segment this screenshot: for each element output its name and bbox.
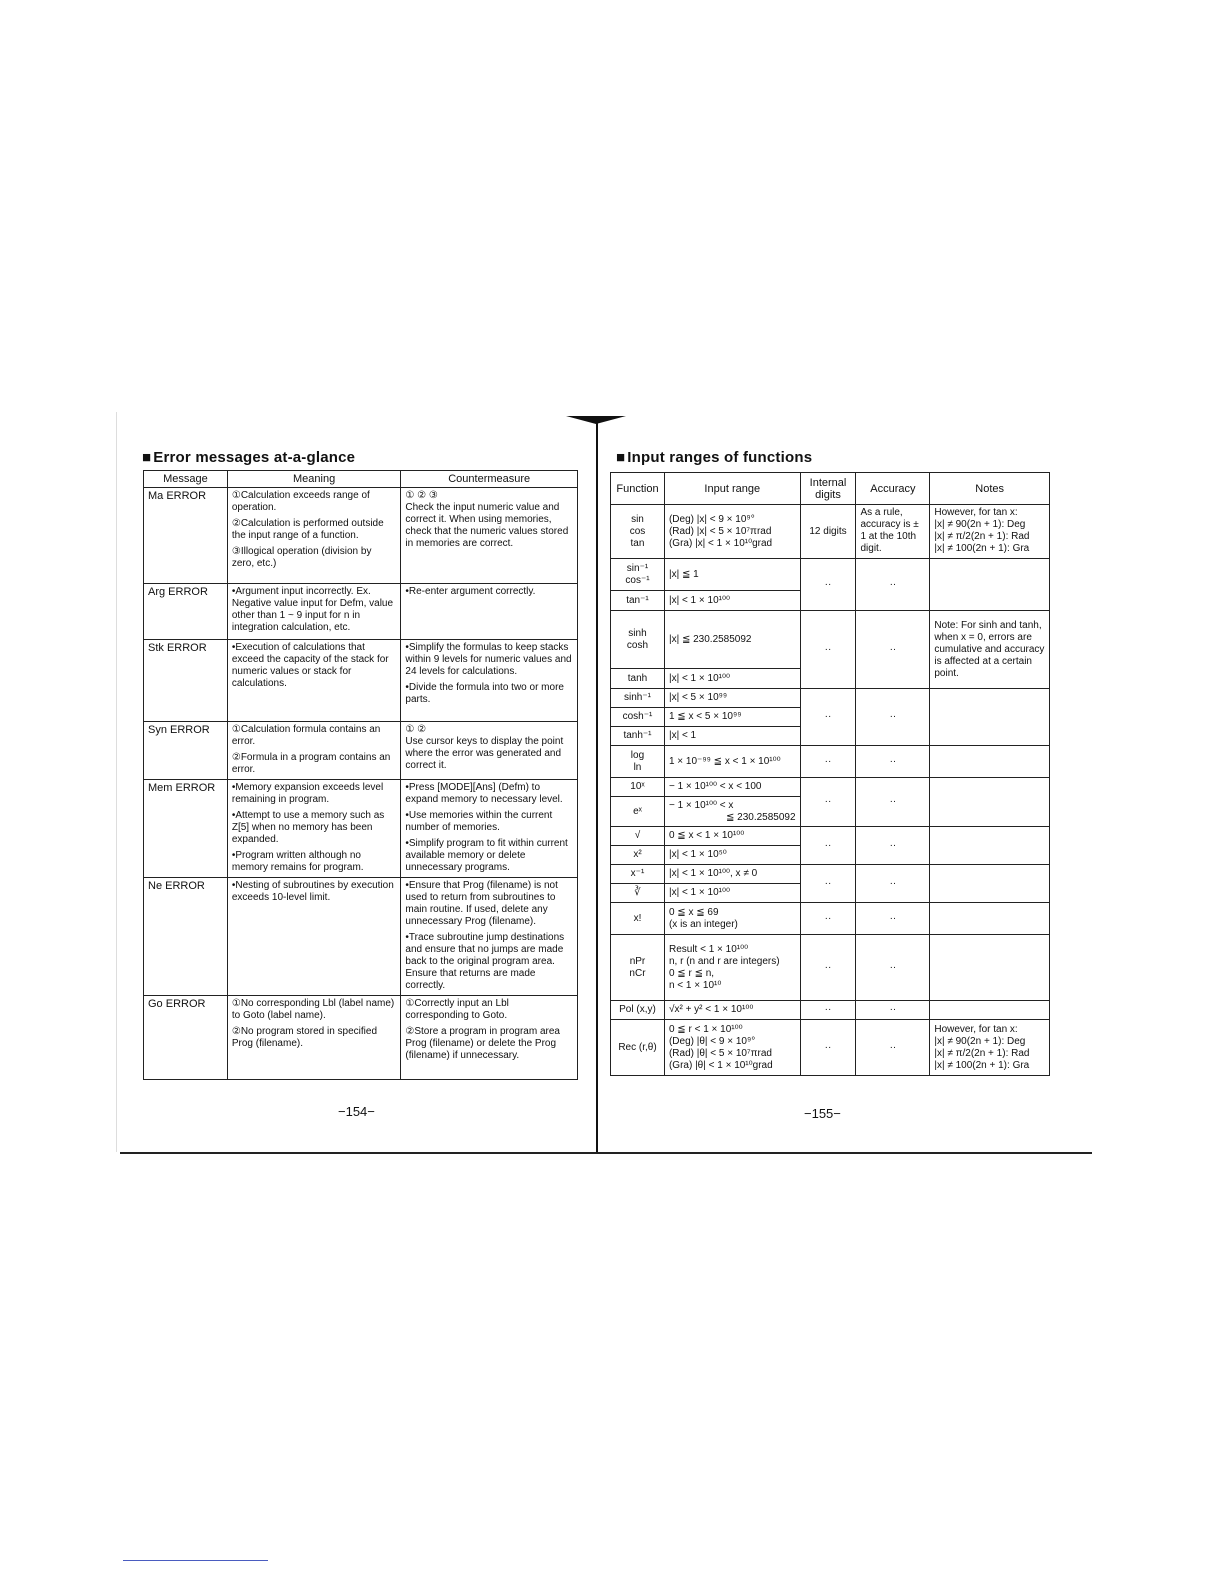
heading-marker: ■: [142, 449, 152, 466]
counter-item: ①Correctly input an Lbl corresponding to Goto.: [405, 998, 509, 1021]
input-range: |x| < 1: [664, 727, 800, 746]
function-name: sinh cosh: [611, 611, 665, 669]
error-countermeasure: [401, 640, 578, 722]
note-line: |x| ≠ π/2(2n + 1): Rad: [934, 531, 1030, 542]
table-row: [611, 1001, 1050, 1020]
note-line: |x| ≠ 90(2n + 1): Deg: [934, 519, 1026, 530]
input-range: [664, 797, 800, 827]
meaning-item: •Memory expansion exceeds level remaining in program.: [231, 782, 384, 805]
accuracy: ··: [856, 746, 930, 778]
notes: [930, 935, 1050, 1001]
error-countermeasure: [401, 584, 578, 640]
accuracy: ··: [856, 1020, 930, 1076]
counter-item: •Simplify program to fit within current available memory or delete unnecessary programs.: [405, 838, 568, 873]
function-name: ∛: [611, 884, 665, 903]
error-message: Syn ERROR: [144, 722, 228, 780]
input-range: √x² + y² < 1 × 10¹⁰⁰: [664, 1001, 800, 1020]
table-row: [144, 640, 578, 722]
error-message: Mem ERROR: [144, 780, 228, 878]
page-number-left: −154−: [338, 1104, 375, 1119]
meaning-item: •Execution of calculations that exceed the capacity of the stack for numeric values or stack for calculations.: [231, 642, 389, 689]
function-name: Rec (r,θ): [611, 1020, 665, 1076]
counter-item: ① ②: [405, 724, 427, 735]
error-meaning: [227, 780, 401, 878]
accuracy: ··: [856, 559, 930, 611]
meaning-item: ①No corresponding Lbl (label name) to Goto (label name).: [231, 998, 395, 1021]
notes: [930, 559, 1050, 611]
page-edge: [116, 412, 117, 1152]
meaning-item: •Program written although no memory remains for program.: [231, 850, 364, 873]
page-number-right: −155−: [804, 1106, 841, 1121]
notes: [930, 689, 1050, 746]
range-line: (x is an integer): [668, 918, 738, 930]
internal-digits: ··: [800, 559, 856, 611]
internal-digits: ··: [800, 935, 856, 1001]
internal-digits: 12 digits: [800, 505, 856, 559]
input-range: |x| < 1 × 10¹⁰⁰: [664, 884, 800, 903]
meaning-item: •Argument input incorrectly. Ex. Negative value input for Defm, value other than 1 ~ 9 input for n in integration calculation, etc.: [231, 586, 394, 633]
input-range: |x| < 1 × 10¹⁰⁰: [664, 669, 800, 689]
table-row: [611, 778, 1050, 797]
table-row: [144, 488, 578, 584]
accuracy: ··: [856, 865, 930, 903]
range-line: (Gra) |θ| < 1 × 10¹⁰grad: [668, 1059, 773, 1071]
input-range: 1 ≦ x < 5 × 10⁹⁹: [664, 708, 800, 727]
function-name: cosh⁻¹: [611, 708, 665, 727]
heading-text: Error messages at-a-glance: [153, 449, 356, 466]
meaning-item: ②No program stored in specified Prog (filename).: [231, 1026, 378, 1049]
accuracy: ··: [856, 1001, 930, 1020]
table-row: [611, 935, 1050, 1001]
accuracy: ··: [856, 935, 930, 1001]
input-range: [664, 1020, 800, 1076]
col-header-function: Function: [611, 473, 665, 505]
error-meaning: [227, 488, 401, 584]
col-header-message: Message: [144, 471, 228, 488]
error-countermeasure: [401, 488, 578, 584]
range-line: 0 ≦ x ≦ 69: [668, 906, 719, 918]
input-range: [664, 935, 800, 1001]
table-row: [611, 827, 1050, 846]
range-table-header: [611, 473, 1050, 505]
table-row: [611, 689, 1050, 708]
range-line: 0 ≦ r < 1 × 10¹⁰⁰: [668, 1023, 743, 1035]
notes: [930, 827, 1050, 865]
error-message: Ma ERROR: [144, 488, 228, 584]
col-header-meaning: Meaning: [227, 471, 401, 488]
input-range: [664, 505, 800, 559]
error-meaning: [227, 878, 401, 996]
internal-digits: ··: [800, 903, 856, 935]
internal-digits: ··: [800, 611, 856, 689]
internal-digits: ··: [800, 1001, 856, 1020]
table-row: [144, 584, 578, 640]
function-name: x⁻¹: [611, 865, 665, 884]
input-range: |x| < 1 × 10¹⁰⁰, x ≠ 0: [664, 865, 800, 884]
function-name: tanh: [611, 669, 665, 689]
book-gutter: [596, 456, 598, 1152]
counter-item: •Ensure that Prog (filename) is not used to return from subroutines to main routine. If used, delete any unnecessary Prog (filename).: [405, 880, 558, 927]
input-range: |x| < 1 × 10⁵⁰: [664, 846, 800, 865]
table-row: [611, 903, 1050, 935]
page-bottom-rule: [120, 1152, 1092, 1154]
table-row: [144, 996, 578, 1080]
range-line: (Rad) |x| < 5 × 10⁷πrad: [668, 525, 772, 537]
range-line: 0 ≦ r ≦ n,: [668, 967, 715, 979]
internal-digits: ··: [800, 865, 856, 903]
meaning-item: •Attempt to use a memory such as Z[5] when no memory has been expanded.: [231, 810, 385, 845]
input-range: 0 ≦ x < 1 × 10¹⁰⁰: [664, 827, 800, 846]
notes: [930, 746, 1050, 778]
input-range: − 1 × 10¹⁰⁰ < x < 100: [664, 778, 800, 797]
internal-digits: ··: [800, 1020, 856, 1076]
range-line: n < 1 × 10¹⁰: [668, 979, 722, 991]
meaning-item: ①Calculation formula contains an error.: [231, 724, 381, 747]
meaning-item: ①Calculation exceeds range of operation.: [231, 490, 370, 513]
range-line: (Deg) |x| < 9 × 10⁹°: [668, 513, 755, 525]
counter-item: •Simplify the formulas to keep stacks within 9 levels for numeric values and 24 levels for calculations.: [405, 642, 572, 677]
note-line: |x| ≠ 90(2n + 1): Deg: [934, 1035, 1026, 1047]
function-name: nPr nCr: [611, 935, 665, 1001]
table-row: [611, 1020, 1050, 1076]
col-header-notes: Notes: [930, 473, 1050, 505]
note-line: However, for tan x:: [934, 507, 1018, 518]
notes: [930, 1020, 1050, 1076]
input-range: |x| < 5 × 10⁹⁹: [664, 689, 800, 708]
accuracy: As a rule, accuracy is ± 1 at the 10th digit.: [856, 505, 930, 559]
error-countermeasure: [401, 878, 578, 996]
notes: [930, 778, 1050, 827]
counter-item: Check the input numeric value and correct it. When using memories, check that the numeric values stored in memories are correct.: [405, 502, 569, 549]
book-spine: [596, 422, 598, 456]
accuracy: ··: [856, 611, 930, 689]
accuracy: ··: [856, 827, 930, 865]
counter-item: •Divide the formula into two or more parts.: [405, 682, 564, 705]
left-heading: [142, 449, 355, 466]
range-line: (Deg) |θ| < 9 × 10⁹°: [668, 1035, 756, 1047]
table-row: [611, 559, 1050, 591]
note-line: |x| ≠ π/2(2n + 1): Rad: [934, 1047, 1030, 1059]
notes: [930, 1001, 1050, 1020]
counter-item: •Press [MODE][Ans] (Defm) to expand memory to necessary level.: [405, 782, 563, 805]
error-meaning: [227, 584, 401, 640]
internal-digits: ··: [800, 746, 856, 778]
accuracy: ··: [856, 778, 930, 827]
notes: [930, 865, 1050, 903]
counter-item: Use cursor keys to display the point where the error was generated and correct it.: [405, 736, 564, 771]
function-name: tanh⁻¹: [611, 727, 665, 746]
error-countermeasure: [401, 722, 578, 780]
notes: [930, 903, 1050, 935]
accuracy: ··: [856, 689, 930, 746]
error-message: Arg ERROR: [144, 584, 228, 640]
function-name: sin⁻¹ cos⁻¹: [611, 559, 665, 591]
input-range: |x| ≦ 230.2585092: [664, 611, 800, 669]
range-line: Result < 1 × 10¹⁰⁰: [668, 943, 749, 955]
error-message: Stk ERROR: [144, 640, 228, 722]
function-name: log ln: [611, 746, 665, 778]
accuracy: ··: [856, 903, 930, 935]
function-name: sinh⁻¹: [611, 689, 665, 708]
function-name: x²: [611, 846, 665, 865]
input-range-table: [610, 472, 1050, 1076]
meaning-item: ②Formula in a program contains an error.: [231, 752, 391, 775]
footer-rule: [123, 1560, 268, 1561]
error-message: Ne ERROR: [144, 878, 228, 996]
error-meaning: [227, 722, 401, 780]
range-line: − 1 × 10¹⁰⁰ < x: [668, 799, 734, 811]
range-line: (Gra) |x| < 1 × 10¹⁰grad: [668, 537, 773, 549]
note-line: However, for tan x:: [934, 1023, 1018, 1035]
input-range: 1 × 10⁻⁹⁹ ≦ x < 1 × 10¹⁰⁰: [664, 746, 800, 778]
error-table-header: [144, 471, 578, 488]
heading-text: Input ranges of functions: [627, 449, 813, 466]
range-line: ≦ 230.2585092: [725, 811, 796, 823]
error-message: Go ERROR: [144, 996, 228, 1080]
note-line: |x| ≠ 100(2n + 1): Gra: [934, 543, 1030, 554]
table-row: [144, 722, 578, 780]
meaning-item: •Nesting of subroutines by execution exceeds 10-level limit.: [231, 880, 394, 903]
counter-item: ②Store a program in program area Prog (filename) or delete the Prog (filename) if unnecessary.: [405, 1026, 560, 1061]
function-name: tan⁻¹: [611, 591, 665, 611]
internal-digits: ··: [800, 778, 856, 827]
table-row: [611, 746, 1050, 778]
meaning-item: ②Calculation is performed outside the input range of a function.: [231, 518, 384, 541]
col-header-countermeasure: Countermeasure: [401, 471, 578, 488]
range-line: n, r (n and r are integers): [668, 955, 780, 967]
input-range: |x| ≦ 1: [664, 559, 800, 591]
right-heading: [616, 449, 812, 466]
range-line: (Rad) |θ| < 5 × 10⁷πrad: [668, 1047, 772, 1059]
error-meaning: [227, 996, 401, 1080]
counter-item: •Use memories within the current number of memories.: [405, 810, 553, 833]
function-name: eˣ: [611, 797, 665, 827]
input-range: [664, 903, 800, 935]
table-row: [144, 780, 578, 878]
col-header-input-range: Input range: [664, 473, 800, 505]
heading-marker: ■: [616, 449, 626, 466]
error-countermeasure: [401, 996, 578, 1080]
table-row: [144, 878, 578, 996]
error-table: [143, 470, 578, 1080]
function-name: sin cos tan: [611, 505, 665, 559]
table-row: [611, 505, 1050, 559]
meaning-item: ③Illogical operation (division by zero, etc.): [231, 546, 372, 569]
function-name: √: [611, 827, 665, 846]
table-row: [611, 865, 1050, 884]
counter-item: ① ② ③: [405, 490, 438, 501]
col-header-accuracy: Accuracy: [856, 473, 930, 505]
function-name: Pol (x,y): [611, 1001, 665, 1020]
input-range: |x| < 1 × 10¹⁰⁰: [664, 591, 800, 611]
notes: Note: For sinh and tanh, when x = 0, errors are cumulative and accuracy is affected at a certain point.: [930, 611, 1050, 689]
internal-digits: ··: [800, 689, 856, 746]
counter-item: •Re-enter argument correctly.: [405, 586, 536, 597]
error-meaning: [227, 640, 401, 722]
counter-item: •Trace subroutine jump destinations and ensure that no jumps are made back to the original program area. Ensure that returns are made correctly.: [405, 932, 565, 991]
table-row: [611, 611, 1050, 669]
col-header-internal-digits: Internal digits: [800, 473, 856, 505]
function-name: 10ˣ: [611, 778, 665, 797]
internal-digits: ··: [800, 827, 856, 865]
function-name: x!: [611, 903, 665, 935]
error-countermeasure: [401, 780, 578, 878]
note-line: |x| ≠ 100(2n + 1): Gra: [934, 1059, 1030, 1071]
notes: [930, 505, 1050, 559]
